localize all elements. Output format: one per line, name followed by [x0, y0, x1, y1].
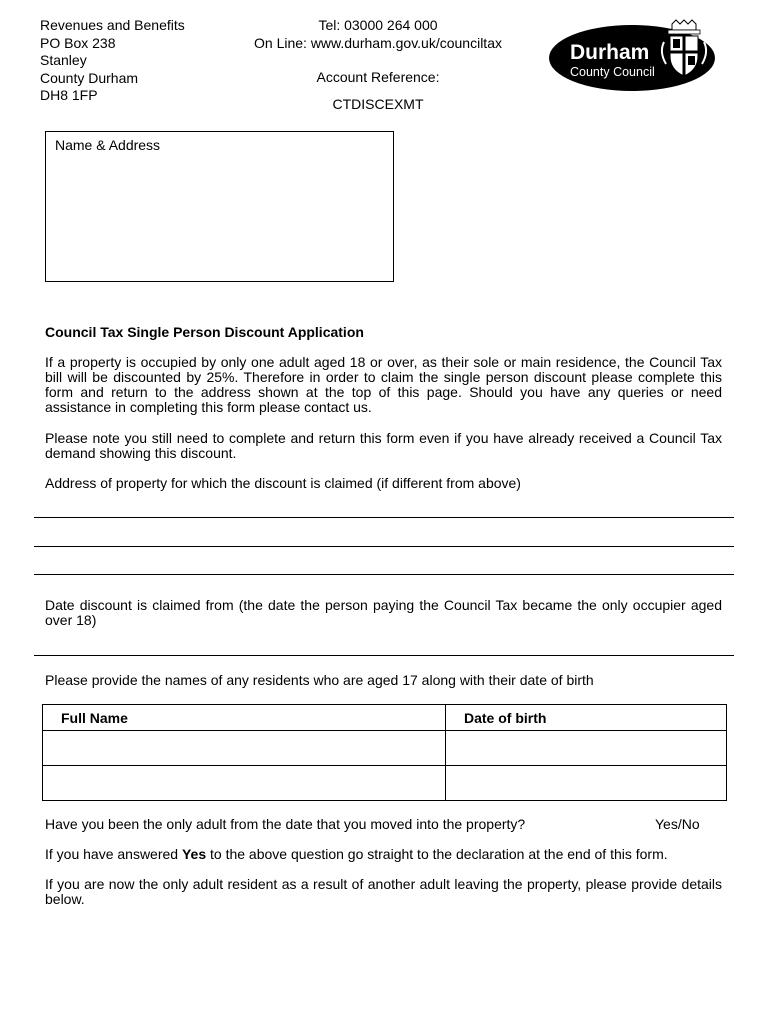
contact-details: [238, 17, 518, 113]
table-row: [43, 766, 727, 801]
logo-title: Durham: [570, 41, 650, 64]
only-adult-question-row: [45, 816, 722, 832]
address-line-3[interactable]: [34, 574, 734, 575]
address-line-1[interactable]: [34, 517, 734, 518]
sender-line: County Durham: [40, 69, 139, 86]
website-link[interactable]: On Line: www.durham.gov.uk/counciltax: [254, 34, 502, 51]
only-adult-question: Have you been the only adult from the date that you moved into the property?: [45, 816, 526, 832]
sender-line: Stanley: [40, 52, 87, 68]
residents-prompt: Please provide the names of any residents who are aged 17 along with their date of birth: [45, 672, 594, 688]
leaving-adult-prompt: If you are now the only adult resident as a result of another adult leaving the property, please provide details below.: [45, 876, 722, 907]
table-row: [43, 731, 727, 766]
sender-line: PO Box 238: [40, 34, 116, 51]
yes-no-answer[interactable]: Yes/No: [655, 816, 700, 832]
residents-table: [42, 704, 727, 801]
answered-suffix: to the above question go straight to the declaration at the end of this form.: [206, 846, 668, 862]
date-prompt: Date discount is claimed from (the date the person paying the Council Tax became the only occupier aged over 18): [45, 597, 722, 628]
answered-yes-instruction: [45, 847, 722, 862]
name-address-box[interactable]: [45, 131, 394, 282]
form-code: CTDISCEXMT: [332, 95, 424, 112]
note-paragraph: Please note you still need to complete and return this form even if you have already received a Council Tax demand showing this discount.: [45, 430, 722, 461]
full-name-cell[interactable]: [43, 766, 446, 801]
full-name-cell[interactable]: [43, 731, 446, 766]
address-line-2[interactable]: [34, 546, 734, 547]
form-title: Council Tax Single Person Discount Application: [45, 324, 364, 340]
logo-subtitle: County Council: [570, 65, 655, 79]
column-header-full-name: Full Name: [43, 705, 446, 731]
sender-line: Revenues and Benefits: [40, 17, 185, 33]
intro-paragraph: If a property is occupied by only one adult aged 18 or over, as their sole or main residence, the Council Tax bill will be discounted by 25%. Therefore in order to claim the single person discount please complete this form and return to the address shown at the top of this page. Should you have any queries or need assistance in completing this form please contact us.: [45, 354, 722, 415]
telephone-number: Tel: 03000 264 000: [318, 17, 438, 33]
sender-address: [40, 17, 260, 105]
name-address-label: Name & Address: [55, 137, 161, 153]
account-reference-label: Account Reference:: [316, 69, 440, 85]
address-prompt: Address of property for which the discount is claimed (if different from above): [45, 475, 521, 491]
answered-yes-bold: Yes: [181, 846, 207, 862]
date-line[interactable]: [34, 655, 734, 656]
date-of-birth-cell[interactable]: [446, 766, 727, 801]
answered-prefix: If you have answered: [45, 846, 182, 862]
table-header-row: [43, 705, 727, 731]
sender-line: DH8 1FP: [40, 87, 98, 103]
durham-county-council-logo: [548, 14, 716, 94]
column-header-date-of-birth: Date of birth: [446, 705, 727, 731]
date-of-birth-cell[interactable]: [446, 731, 727, 766]
